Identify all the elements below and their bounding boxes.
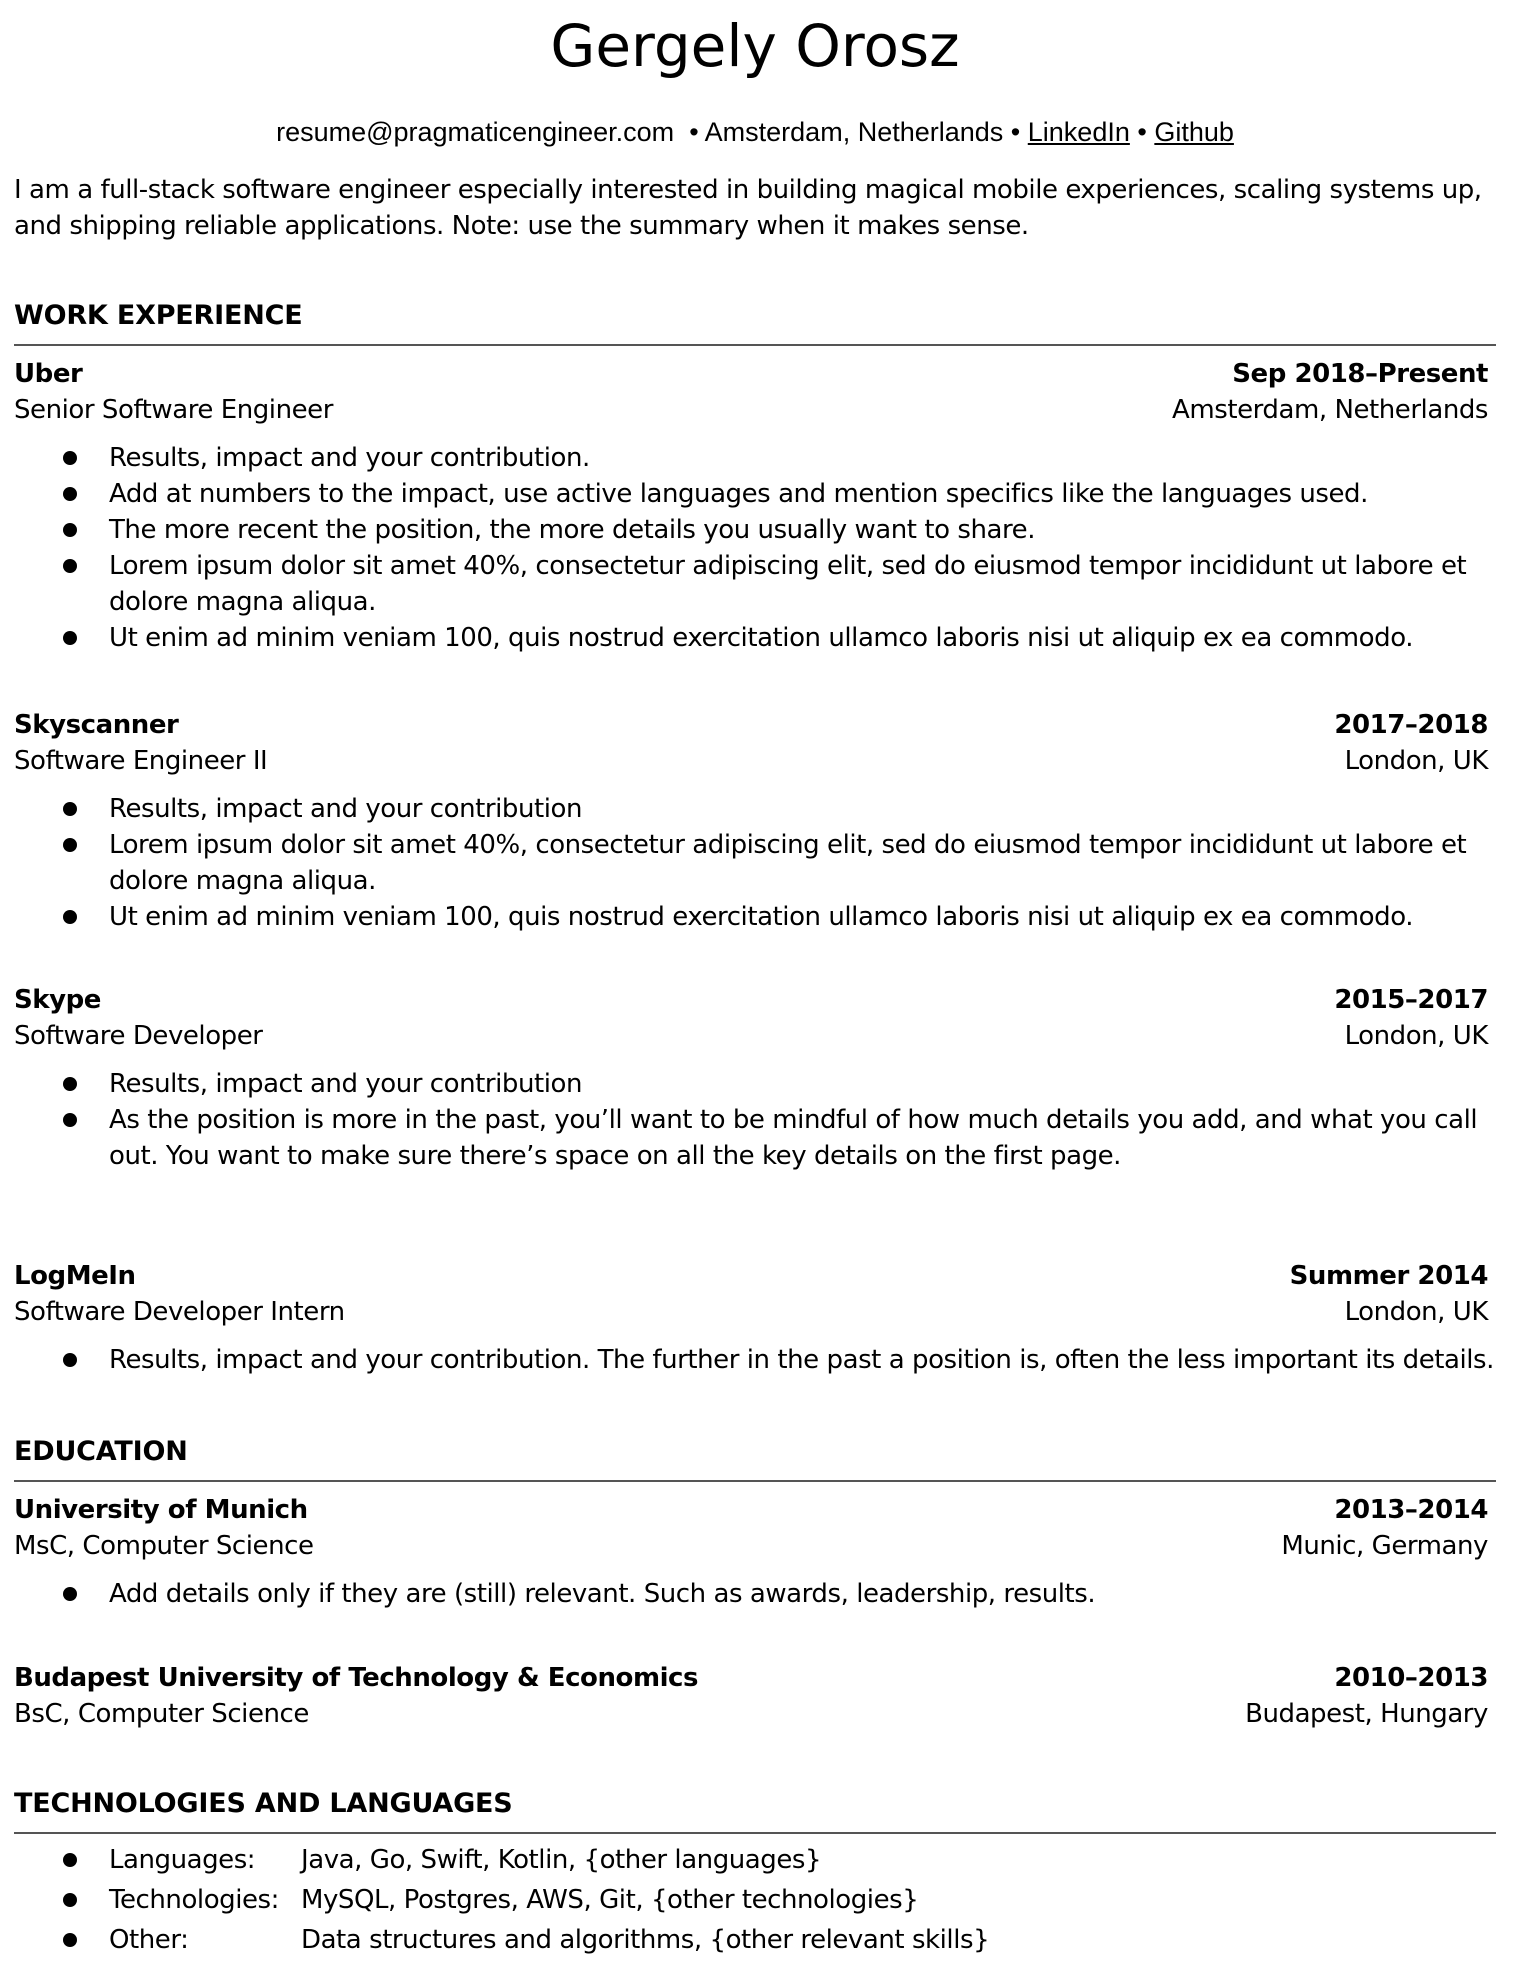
tech-label: Languages: <box>109 1845 256 1875</box>
bullet-item: Results, impact and your contribution. <box>14 440 1494 476</box>
bullet-item: Add at numbers to the impact, use active languages and mention specifics like the languages used. <box>14 476 1494 512</box>
section-divider <box>14 1480 1496 1482</box>
bullet-item: Results, impact and your contribution <box>14 1066 1494 1102</box>
company-name: LogMeIn <box>14 1261 136 1291</box>
tech-value: Data structures and algorithms, {other relevant skills} <box>301 1925 990 1955</box>
job-dates: Summer 2014 <box>1289 1261 1488 1291</box>
job-dates: 2015–2017 <box>1334 985 1488 1015</box>
job-bullets <box>14 791 1494 935</box>
company-name: Uber <box>14 359 83 389</box>
section-divider <box>14 1832 1496 1834</box>
bullet-item: Results, impact and your contribution <box>14 791 1494 827</box>
tech-value: Java, Go, Swift, Kotlin, {other languages} <box>301 1845 822 1875</box>
bullet-dot-icon <box>63 1587 77 1601</box>
school-location: Munic, Germany <box>1281 1531 1488 1561</box>
job-subheader <box>14 1018 1488 1054</box>
bullet-dot-icon <box>63 1893 77 1907</box>
bullet-item: Ut enim ad minim veniam 100, quis nostrud exercitation ullamco laboris nisi ut aliquip ex ea commodo. <box>14 620 1494 656</box>
job-role: Software Developer Intern <box>14 1297 345 1327</box>
tech-item <box>14 1920 1494 1960</box>
job-bullets <box>14 440 1494 656</box>
job-subheader <box>14 392 1488 428</box>
job-bullets <box>14 1342 1494 1378</box>
bullet-item: Ut enim ad minim veniam 100, quis nostrud exercitation ullamco laboris nisi ut aliquip ex ea commodo. <box>14 899 1494 935</box>
email-link[interactable]: resume@pragmaticengineer.com <box>276 117 675 147</box>
job-location: Amsterdam, Netherlands <box>1172 395 1488 425</box>
tech-item <box>14 1880 1494 1920</box>
company-name: Skype <box>14 985 101 1015</box>
contact-separator: • <box>689 117 699 147</box>
job-bullets <box>14 1066 1494 1174</box>
school-name: Budapest University of Technology & Economics <box>14 1663 699 1693</box>
bullet-dot-icon <box>63 1113 77 1127</box>
bullet-dot-icon <box>63 1853 77 1867</box>
bullet-dot-icon <box>63 910 77 924</box>
bullet-dot-icon <box>63 559 77 573</box>
section-title-work: WORK EXPERIENCE <box>14 300 303 331</box>
resume-name: Gergely Orosz <box>550 12 960 80</box>
technologies-list <box>14 1840 1494 1960</box>
job-role: Software Engineer II <box>14 746 268 776</box>
school-header <box>14 1660 1488 1696</box>
bullet-dot-icon <box>63 802 77 816</box>
school-location: Budapest, Hungary <box>1245 1699 1488 1729</box>
bullet-item: Add details only if they are (still) relevant. Such as awards, leadership, results. <box>14 1576 1494 1612</box>
bullet-item: Lorem ipsum dolor sit amet 40%, consectetur adipiscing elit, sed do eiusmod tempor incididunt ut labore et dolore magna aliqua. <box>14 548 1494 620</box>
contact-separator: • <box>1137 117 1147 147</box>
contact-line <box>0 115 1510 149</box>
job-location: London, UK <box>1344 1297 1488 1327</box>
bullet-dot-icon <box>63 838 77 852</box>
tech-label: Technologies: <box>109 1885 279 1915</box>
location-text: Amsterdam, Netherlands <box>704 117 1004 147</box>
school-dates: 2010–2013 <box>1334 1663 1488 1693</box>
bullet-item: As the position is more in the past, you’ll want to be mindful of how much details you add, and what you call out. You want to make sure there’s space on all the key details on the first page. <box>14 1102 1494 1174</box>
github-link[interactable]: Github <box>1154 117 1234 147</box>
school-name: University of Munich <box>14 1495 308 1525</box>
bullet-dot-icon <box>63 451 77 465</box>
job-header <box>14 1258 1488 1294</box>
section-divider <box>14 344 1496 346</box>
school-degree: BsC, Computer Science <box>14 1699 309 1729</box>
section-title-technologies: TECHNOLOGIES AND LANGUAGES <box>14 1788 513 1819</box>
bullet-dot-icon <box>63 523 77 537</box>
job-dates: Sep 2018–Present <box>1232 359 1488 389</box>
bullet-item: Lorem ipsum dolor sit amet 40%, consectetur adipiscing elit, sed do eiusmod tempor incididunt ut labore et dolore magna aliqua. <box>14 827 1494 899</box>
summary-text: I am a full-stack software engineer especially interested in building magical mobile experiences, scaling systems up, and shipping reliable applications. Note: use the summary when it makes sense. <box>14 175 1482 241</box>
job-dates: 2017–2018 <box>1334 710 1488 740</box>
job-header <box>14 356 1488 392</box>
job-location: London, UK <box>1344 746 1488 776</box>
job-role: Senior Software Engineer <box>14 395 333 425</box>
school-bullets <box>14 1576 1494 1612</box>
company-name: Skyscanner <box>14 710 179 740</box>
school-subheader <box>14 1696 1488 1732</box>
bullet-item: The more recent the position, the more details you usually want to share. <box>14 512 1494 548</box>
bullet-dot-icon <box>63 1353 77 1367</box>
bullet-dot-icon <box>63 1933 77 1947</box>
bullet-dot-icon <box>63 631 77 645</box>
bullet-dot-icon <box>63 487 77 501</box>
bullet-item: Results, impact and your contribution. The further in the past a position is, often the less important its details. <box>14 1342 1494 1378</box>
linkedin-link[interactable]: LinkedIn <box>1027 117 1130 147</box>
job-subheader <box>14 1294 1488 1330</box>
job-location: London, UK <box>1344 1021 1488 1051</box>
job-header <box>14 982 1488 1018</box>
school-dates: 2013–2014 <box>1334 1495 1488 1525</box>
job-header <box>14 707 1488 743</box>
school-header <box>14 1492 1488 1528</box>
school-subheader <box>14 1528 1488 1564</box>
contact-separator: • <box>1010 117 1021 147</box>
job-subheader <box>14 743 1488 779</box>
school-degree: MsC, Computer Science <box>14 1531 314 1561</box>
bullet-dot-icon <box>63 1077 77 1091</box>
job-role: Software Developer <box>14 1021 263 1051</box>
section-title-education: EDUCATION <box>14 1436 188 1467</box>
tech-label: Other: <box>109 1925 189 1955</box>
tech-value: MySQL, Postgres, AWS, Git, {other technologies} <box>301 1885 919 1915</box>
tech-item <box>14 1840 1494 1880</box>
